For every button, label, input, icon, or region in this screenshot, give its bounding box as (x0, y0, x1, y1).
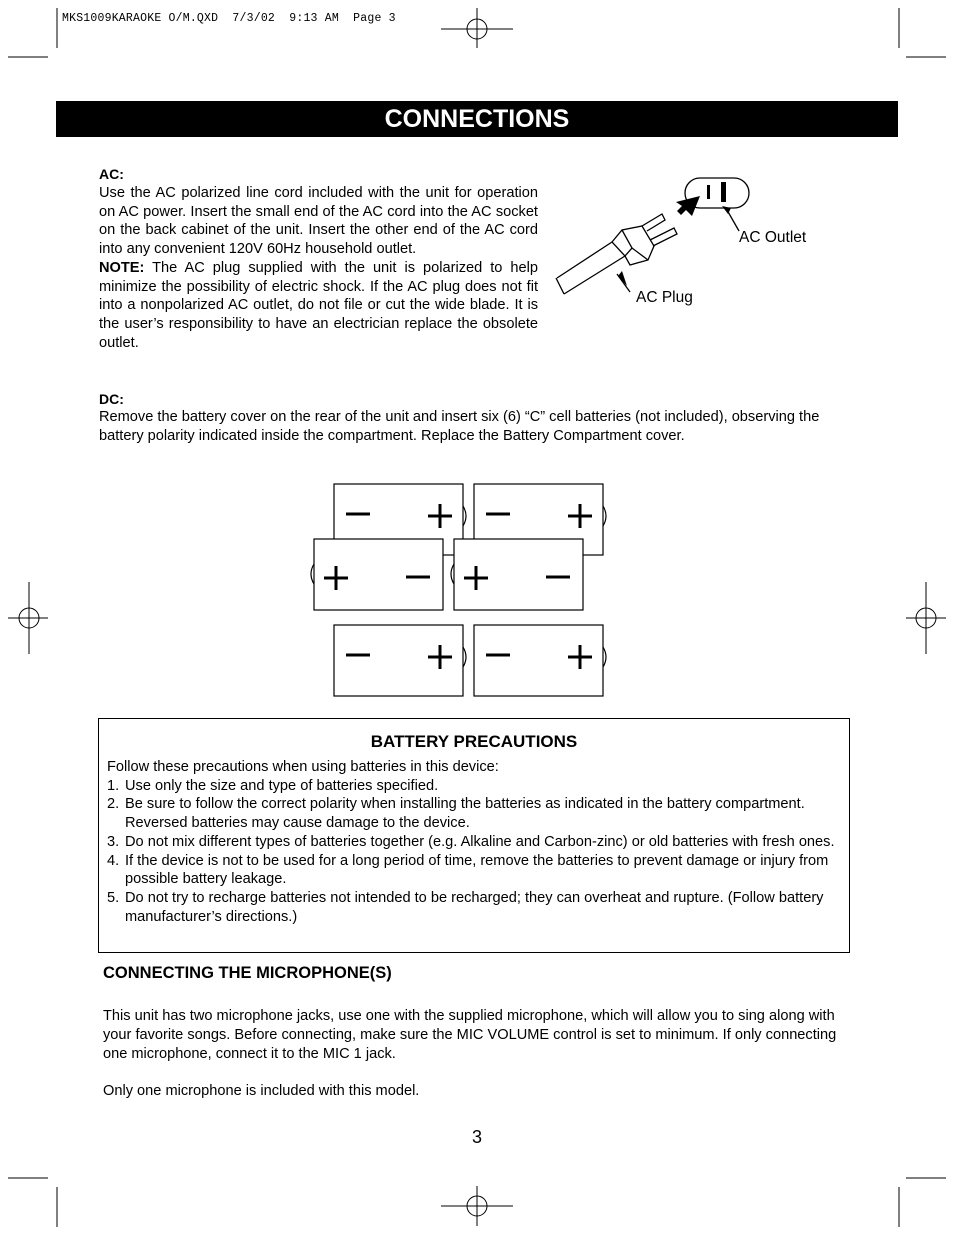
note-text: The AC plug supplied with the unit is polarized to help minimize the possibility of electric shock. If the AC plug does not fit into a nonpolarized AC outlet, do not file or cut the wide blade. It is the user’s responsibility to have an electrician replace the obsolete outlet. (99, 259, 538, 351)
list-item (107, 852, 843, 889)
ac-section (99, 165, 538, 352)
battery-5 (334, 625, 463, 696)
battery-6 (474, 625, 603, 696)
list-item (107, 795, 843, 832)
item-text: Use only the size and type of batteries specified. (125, 777, 439, 794)
file-slug: MKS1009KARAOKE O/M.QXD 7/3/02 9:13 AM Page 3 (62, 12, 396, 25)
microphone-heading: CONNECTING THE MICROPHONE(S) (103, 964, 392, 982)
ac-plug-label: AC Plug (636, 289, 693, 306)
item-text: If the device is not to be used for a long period of time, remove the batteries to prevent damage or injury from possible battery leakage. (125, 852, 829, 888)
ac-body: Use the AC polarized line cord included with the unit for operation on AC power. Insert the small end of the AC cord into the AC socket on the back cabinet of the unit. Insert the other end of the AC cord into any convenient 120V 60Hz household outlet. (99, 185, 538, 258)
microphone-text (103, 1007, 863, 1101)
item-text: Do not mix different types of batteries together (e.g. Alkaline and Carbon-zinc) or old batteries with fresh ones. (125, 833, 835, 850)
page-title: CONNECTIONS (56, 101, 898, 137)
item-number: 4. (107, 852, 120, 869)
item-number: 1. (107, 777, 120, 794)
item-text: Be sure to follow the correct polarity when installing the batteries as indicated in the battery compartment. Reversed batteries may cause damage to the device. (125, 796, 805, 832)
precautions-title: BATTERY PRECAUTIONS (370, 732, 578, 751)
precautions-body (107, 758, 843, 926)
battery-precautions-box (98, 718, 850, 953)
battery-3 (314, 539, 443, 610)
ac-label: AC: (99, 166, 124, 182)
precautions-intro: Follow these precautions when using batteries in this device: (107, 759, 499, 775)
battery-diagram (300, 480, 620, 702)
dc-section (99, 390, 859, 445)
ac-outlet-label: AC Outlet (739, 229, 807, 246)
page-number: 3 (471, 1127, 482, 1147)
item-number: 3. (107, 833, 120, 850)
list-item (107, 833, 843, 852)
battery-4 (454, 539, 583, 610)
list-item (107, 777, 843, 796)
item-number: 2. (107, 796, 120, 813)
item-text: Do not try to recharge batteries not intended to be recharged; they can overheat and rupture. (Follow battery manufacturer’s directions.) (125, 889, 824, 925)
ac-text (99, 184, 538, 352)
item-number: 5. (107, 889, 120, 906)
dc-label: DC: (99, 391, 124, 407)
note-label: NOTE: (99, 259, 145, 276)
dc-text: Remove the battery cover on the rear of the unit and insert six (6) “C” cell batteries (not included), observing the battery polarity indicated inside the compartment. Replace the Battery Compartment cover. (99, 409, 820, 444)
microphone-para-2: Only one microphone is included with this model. (103, 1083, 420, 1099)
list-item (107, 889, 843, 926)
microphone-para-1: This unit has two microphone jacks, use one with the supplied microphone, which will allow you to sing along with your favorite songs. Before connecting, make sure the MIC VOLUME control is set to minimum. If only connecting one microphone, connect it to the MIC 1 jack. (103, 1008, 837, 1062)
